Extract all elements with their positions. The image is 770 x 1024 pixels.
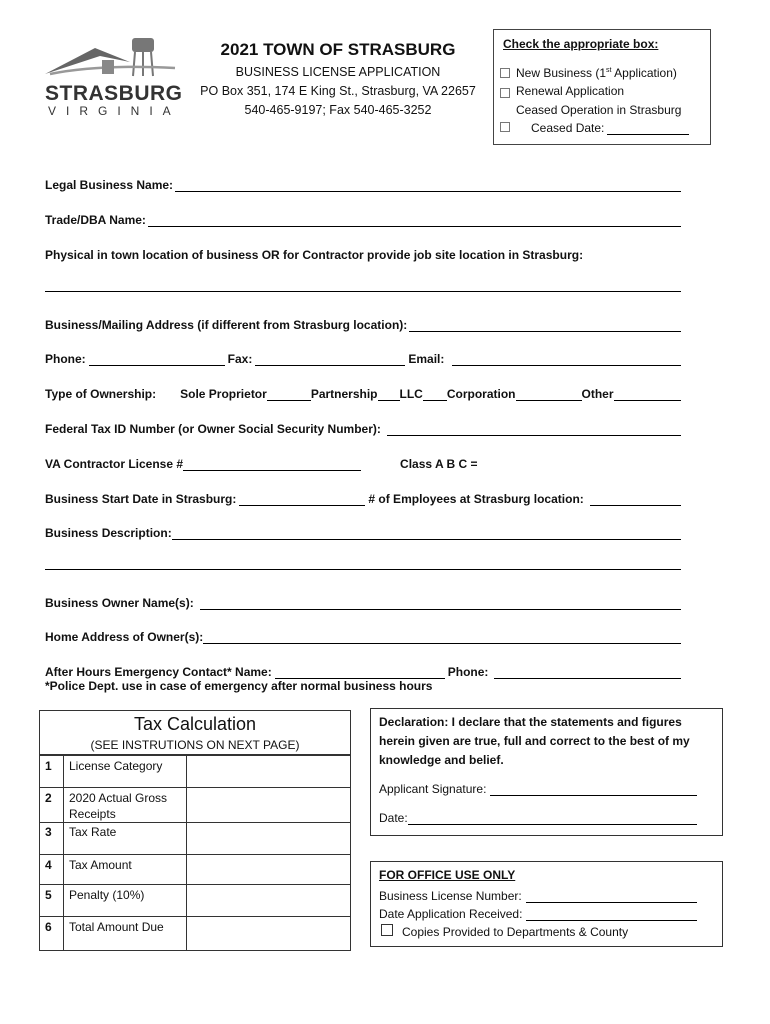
new-business-checkbox[interactable]: [500, 68, 510, 78]
tax-subtitle: (SEE INSTRUTIONS ON NEXT PAGE): [90, 738, 300, 752]
owner-names-label: Business Owner Name(s):: [45, 596, 194, 610]
partnership-label: Partnership: [310, 387, 378, 401]
sole-proprietor-field[interactable]: [267, 387, 311, 401]
llc-label: LLC: [399, 387, 423, 401]
phone-label: Phone:: [45, 352, 86, 366]
renewal-label: Renewal Application: [516, 84, 625, 98]
total-due-field[interactable]: [188, 918, 349, 949]
tax-row-num: 3: [45, 825, 52, 839]
trade-name-label: Trade/DBA Name:: [45, 213, 146, 227]
emergency-name-field[interactable]: [275, 665, 445, 679]
date-received-label: Date Application Received:: [379, 907, 523, 921]
tax-divider: [39, 916, 351, 917]
legal-name-field[interactable]: [175, 178, 681, 192]
fax-field[interactable]: [255, 352, 405, 366]
phone-field[interactable]: [89, 352, 225, 366]
start-date-row: [45, 488, 681, 506]
home-address-row: [45, 626, 681, 644]
tax-row-num: 1: [45, 759, 52, 773]
federal-tax-label: Federal Tax ID Number (or Owner Social Security Number):: [45, 422, 381, 436]
mailing-address-field[interactable]: [409, 318, 681, 332]
other-field[interactable]: [614, 387, 681, 401]
emergency-name-label: After Hours Emergency Contact* Name:: [45, 665, 272, 679]
description-row: [45, 522, 681, 540]
ceased-date-row: [531, 121, 692, 135]
tax-row-num: 4: [45, 858, 52, 872]
license-number-label: Business License Number:: [379, 889, 522, 903]
mailing-address-row: [45, 314, 681, 332]
license-number-field[interactable]: [526, 889, 697, 903]
va-contractor-label: VA Contractor License #: [45, 457, 184, 471]
contractor-row: [45, 453, 681, 471]
tax-row-num: 6: [45, 920, 52, 934]
tax-row-label: Penalty (10%): [69, 888, 145, 902]
employees-label: # of Employees at Strasburg location:: [368, 492, 584, 506]
va-contractor-field[interactable]: [183, 457, 361, 471]
date-received-row: [379, 905, 697, 921]
emergency-phone-field[interactable]: [494, 665, 681, 679]
ceased-date-field[interactable]: [607, 121, 689, 135]
ceased-checkbox[interactable]: [500, 122, 510, 132]
employees-field[interactable]: [590, 492, 681, 506]
physical-location-label: Physical in town location of business OR for Contractor provide job site location in Strasburg:: [45, 248, 584, 262]
contact-row: [45, 348, 681, 366]
ownership-label: Type of Ownership:: [45, 387, 157, 401]
federal-tax-field[interactable]: [387, 422, 681, 436]
legal-name-label: Legal Business Name:: [45, 178, 174, 192]
ownership-row: [45, 383, 681, 401]
copies-label: Copies Provided to Departments & County: [402, 925, 629, 939]
gross-receipts-field[interactable]: [188, 789, 349, 821]
trade-name-field[interactable]: [148, 213, 681, 227]
owner-names-field[interactable]: [200, 596, 681, 610]
email-field[interactable]: [452, 352, 681, 366]
tax-col-divider: [186, 754, 187, 950]
physical-location-field[interactable]: [45, 291, 681, 292]
check-panel-title: Check the appropriate box:: [503, 37, 659, 51]
ceased-operation-label: Ceased Operation in Strasburg: [516, 103, 682, 117]
start-date-field[interactable]: [239, 492, 365, 506]
home-address-label: Home Address of Owner(s):: [45, 630, 204, 644]
tax-row-num: 2: [45, 791, 52, 805]
tax-amount-field[interactable]: [188, 856, 349, 883]
declaration-date-row: [379, 809, 697, 825]
tax-divider: [39, 822, 351, 823]
emergency-row: [45, 661, 681, 679]
tax-row-label: 2020 Actual Gross Receipts: [69, 791, 168, 821]
form-title: 2021 TOWN OF STRASBURG: [220, 40, 456, 59]
tax-row-label: License Category: [69, 759, 163, 773]
tax-divider: [39, 787, 351, 788]
trade-name-row: [45, 209, 681, 227]
ceased-date-label: Ceased Date:: [531, 121, 605, 135]
owner-names-row: [45, 592, 681, 610]
penalty-field[interactable]: [188, 886, 349, 915]
corporation-label: Corporation: [446, 387, 516, 401]
legal-name-row: [45, 174, 681, 192]
police-note: *Police Dept. use in case of emergency after normal business hours: [45, 679, 433, 693]
copies-checkbox[interactable]: [381, 924, 393, 936]
start-date-label: Business Start Date in Strasburg:: [45, 492, 237, 506]
tax-row-label: Tax Amount: [69, 858, 132, 872]
tax-divider: [39, 854, 351, 855]
signature-field[interactable]: [490, 782, 697, 796]
tax-rate-field[interactable]: [188, 824, 349, 853]
description-label: Business Description:: [45, 526, 172, 540]
town-address: PO Box 351, 174 E King St., Strasburg, VA 22657: [200, 84, 476, 98]
other-label: Other: [581, 387, 614, 401]
tax-col-divider: [63, 754, 64, 950]
class-abc-label: Class A B C =: [400, 457, 478, 471]
tax-row-label: Tax Rate: [69, 825, 117, 839]
home-address-field[interactable]: [203, 630, 681, 644]
declaration-date-field[interactable]: [408, 811, 697, 825]
description-field[interactable]: [172, 526, 681, 540]
renewal-checkbox[interactable]: [500, 88, 510, 98]
declaration-text: Declaration: I declare that the statements and figures herein given are true, full and correct to the best of my knowledge and belief.: [379, 715, 690, 767]
new-business-label: New Business (1st Application): [516, 66, 677, 80]
form-subtitle: BUSINESS LICENSE APPLICATION: [235, 65, 441, 79]
email-label: Email:: [408, 352, 445, 366]
office-use-title: FOR OFFICE USE ONLY: [379, 868, 516, 882]
license-number-row: [379, 887, 697, 903]
tax-title: Tax Calculation: [133, 714, 257, 734]
logo-subtext: VIRGINIA: [48, 104, 181, 118]
sole-proprietor-label: Sole Proprietor: [180, 387, 267, 401]
signature-label: Applicant Signature:: [379, 782, 487, 796]
license-category-field[interactable]: [188, 756, 349, 786]
mailing-address-label: Business/Mailing Address (if different from Strasburg location):: [45, 318, 408, 332]
declaration-date-label: Date:: [379, 811, 408, 825]
description-field-2[interactable]: [45, 569, 681, 570]
fax-label: Fax:: [227, 352, 253, 366]
tax-row-label: Total Amount Due: [69, 920, 164, 934]
signature-row: [379, 780, 697, 796]
date-received-field[interactable]: [526, 907, 697, 921]
physical-location-row: [45, 244, 681, 262]
corporation-field[interactable]: [516, 387, 582, 401]
federal-tax-row: [45, 418, 681, 436]
tax-divider: [39, 884, 351, 885]
llc-field[interactable]: [423, 387, 447, 401]
logo-wordmark: STRASBURG: [45, 82, 183, 105]
town-phone-fax: 540-465-9197; Fax 540-465-3252: [244, 103, 432, 117]
partnership-field[interactable]: [378, 387, 400, 401]
tax-row-num: 5: [45, 888, 52, 902]
emergency-phone-label: Phone:: [447, 665, 489, 679]
